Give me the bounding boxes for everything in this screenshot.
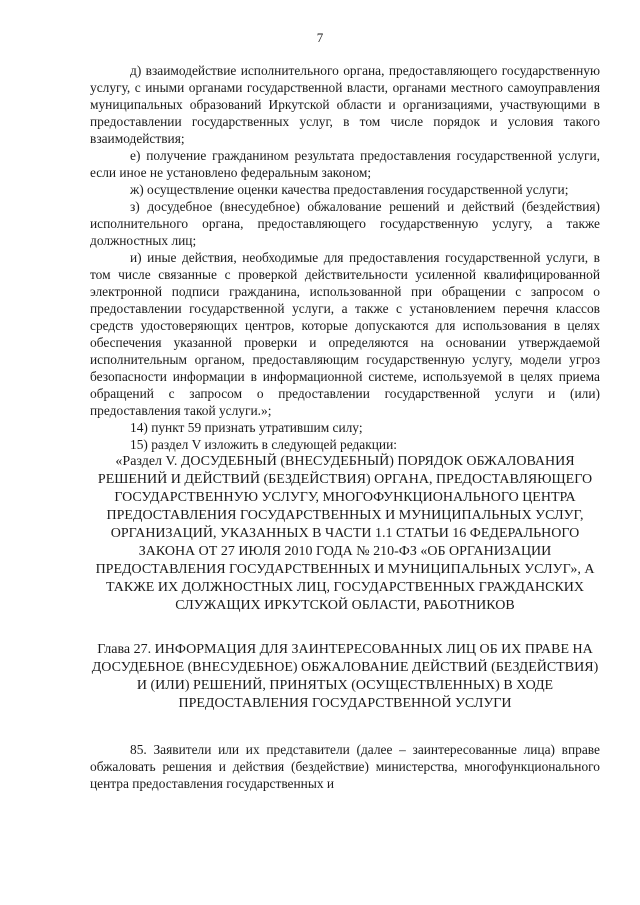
- section-heading: «Раздел V. ДОСУДЕБНЫЙ (ВНЕСУДЕБНЫЙ) ПОРЯДОК ОБЖАЛОВАНИЯ РЕШЕНИЙ И ДЕЙСТВИЙ (БЕЗДЕЙСТВИЯ) ОРГАНА, ПРЕДОСТАВЛЯЮЩЕГО ГОСУДАРСТВЕННУЮ УСЛУГУ, МНОГОФУНКЦИОНАЛЬНОГО ЦЕНТРА ПРЕДОСТАВЛЕНИЯ ГОСУДАРСТВЕННЫХ И МУНИЦИПАЛЬНЫХ УСЛУГ, ОРГАНИЗАЦИЙ, УКАЗАННЫХ В ЧАСТИ 1.1 СТАТЬИ 16 ФЕДЕРАЛЬНОГО ЗАКОНА ОТ 27 ИЮЛЯ 2010 ГОДА № 210-ФЗ «ОБ ОРГАНИЗАЦИИ ПРЕДОСТАВЛЕНИЯ ГОСУДАРСТВЕННЫХ И МУНИЦИПАЛЬНЫХ УСЛУГ», А ТАКЖЕ ИХ ДОЛЖНОСТНЫХ ЛИЦ, ГОСУДАРСТВЕННЫХ ГРАЖДАНСКИХ СЛУЖАЩИХ ИРКУТСКОЙ ОБЛАСТИ, РАБОТНИКОВ: [95, 454, 595, 613]
- page-number: 7: [316, 30, 324, 45]
- paragraph-z: з) досудебное (внесудебное) обжалование решений и действий (бездействия) исполнительного органа, предоставляющего государственную услугу, а также должностных лиц;: [90, 199, 600, 248]
- paragraph-i: и) иные действия, необходимые для предоставления государственной услуги, в том числе связанные с проверкой действительности усиленной квалифицированной электронной подписи гражданина, использованной при обращении с запросом о предоставлении государственной услуги, а также с установлением перечня классов средств удостоверяющих центров, которые допускаются для использования в целях обеспечения указанной проверки и определяются на основании утверждаемой исполнительным органом, предоставляющим государственную услугу, модели угроз безопасности информации в информационной системе, используемой в целях приема обращений с запросом о предоставлении государственной услуги и (или) предоставления такой услуги.»;: [90, 250, 600, 418]
- document-body: [90, 62, 600, 792]
- paragraph-85: 85. Заявители или их представители (далее – заинтересованные лица) вправе обжаловать решения и действия (бездействие) министерства, многофункционального центра предоставления государственных и: [90, 742, 600, 791]
- paragraph-zh: ж) осуществление оценки качества предоставления государственной услуги;: [130, 182, 569, 197]
- paragraph-14: 14) пункт 59 признать утратившим силу;: [130, 420, 363, 435]
- chapter-heading: Глава 27. ИНФОРМАЦИЯ ДЛЯ ЗАИНТЕРЕСОВАННЫХ ЛИЦ ОБ ИХ ПРАВЕ НА ДОСУДЕБНОЕ (ВНЕСУДЕБНОЕ) ОБЖАЛОВАНИЕ ДЕЙСТВИЙ (БЕЗДЕЙСТВИЯ) И (ИЛИ) РЕШЕНИЙ, ПРИНЯТЫХ (ОСУЩЕСТВЛЕННЫХ) В ХОДЕ ПРЕДОСТАВЛЕНИЯ ГОСУДАРСТВЕННОЙ УСЛУГИ: [91, 642, 599, 711]
- paragraph-e: е) получение гражданином результата предоставления государственной услуги, если иное не установлено федеральным законом;: [90, 148, 600, 180]
- paragraph-15: 15) раздел V изложить в следующей редакции:: [130, 437, 397, 452]
- paragraph-d: д) взаимодействие исполнительного органа, предоставляющего государственную услугу, с иными органами государственной власти, органами местного самоуправления муниципальных образований Иркутской области и организациями, участвующими в предоставлении государственных услуг, в том числе порядок и условия такого взаимодействия;: [90, 63, 600, 146]
